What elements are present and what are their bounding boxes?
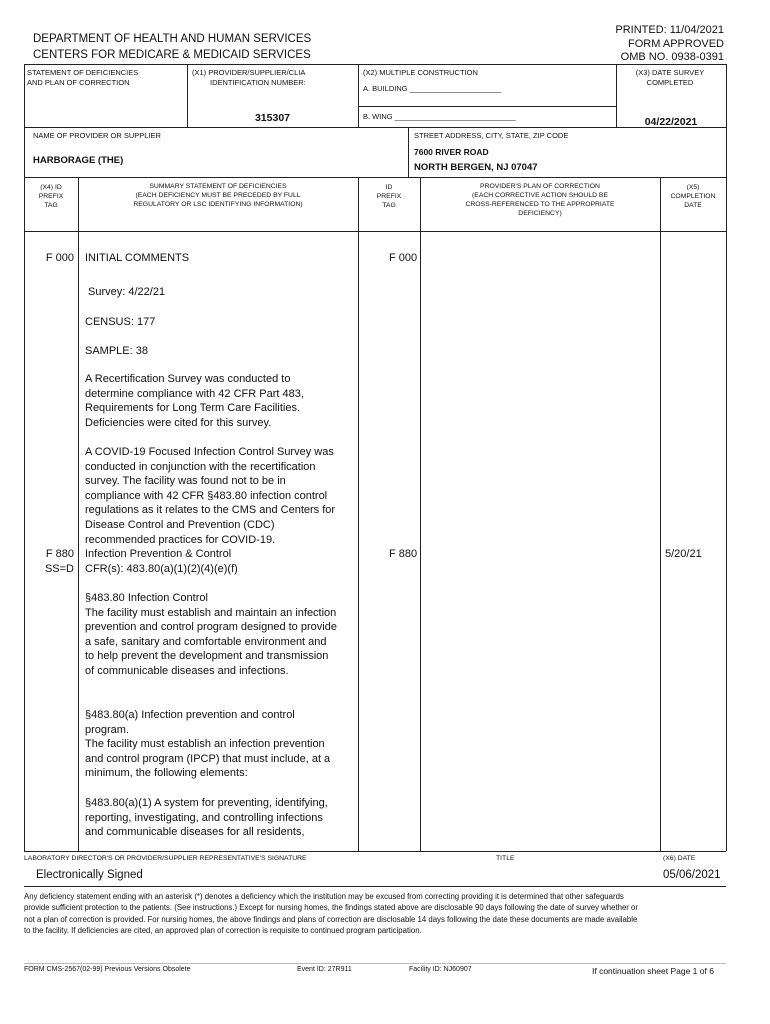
provider-id-number: 315307 [254, 112, 291, 124]
footer-divider [24, 963, 726, 964]
survey-date: Survey: 4/22/21 [88, 286, 166, 298]
building-field: A. BUILDING ______________________ [363, 84, 502, 93]
x4-id-header: (X4) ID PREFIX TAG [38, 184, 64, 209]
disclaimer: Any deficiency statement ending with an asterisk (*) denotes a deficiency which the institution may be excused from correcting providing it is determined that other safeguards provide sufficient protection to the patients. (See instructions.) Except for nursing homes, the findings stated above are disclosable 90 days following the date of survey whether or not a plan of correction is provided. For nursing homes, the above findings and plans of correction are disclosable 14 days following the date these documents are made available to the facility. If deficiencies are cited, an approved plan of correction is requisite to continued program participation. [24, 892, 638, 936]
omb-number: OMB NO. 0938-0391 [620, 51, 724, 63]
x3-label: (X3) DATE SURVEY COMPLETED [635, 68, 705, 87]
statement-label: STATEMENT OF DEFICIENCIES AND PLAN OF CORRECTION [27, 68, 139, 87]
covid-paragraph: A COVID-19 Focused Infection Control Survey was conducted in conjunction with the recertification survey. The facility was found not to be in compliance with 42 CFR §483.80 infection control regulations as it relates to the CMS and Centers for Disease Control and Prevention (CDC) recommended practices for COVID-19. [85, 446, 336, 546]
plan-of-correction-header: PROVIDER'S PLAN OF CORRECTION (EACH CORRECTIVE ACTION SHOULD BE CROSS-REFERENCED TO THE APPROPRIATE DEFICIENCY) [465, 183, 615, 217]
recertification-paragraph: A Recertification Survey was conducted to determine compliance with 42 CFR Part 483, Requirements for Long Term Care Facilities. Deficiencies were cited for this survey. [85, 373, 304, 429]
border [726, 64, 727, 851]
divider [24, 64, 726, 65]
department-name: DEPARTMENT OF HEALTH AND HUMAN SERVICES [33, 33, 312, 45]
form-approval-block [615, 24, 724, 65]
event-id: Event ID: 27R911 [297, 966, 352, 973]
signature-value: Electronically Signed [36, 869, 143, 881]
street-address: 7600 RIVER ROAD [414, 147, 489, 157]
divider [420, 177, 421, 851]
ipcp-paragraph: §483.80(a) Infection prevention and control program. The facility must establish an infection prevention and control program (IPCP) that must include, at a minimum, the following elements: [85, 709, 331, 780]
signature-label: LABORATORY DIRECTOR'S OR PROVIDER/SUPPLIER REPRESENTATIVE'S SIGNATURE [24, 855, 307, 862]
signature-date: 05/06/2021 [663, 869, 721, 881]
a1-paragraph: §483.80(a)(1) A system for preventing, identifying, reporting, investigating, and controlling infections and communicable diseases for all residents, [85, 797, 328, 839]
f000-title: INITIAL COMMENTS [85, 252, 190, 264]
f880-cfr: CFR(s): 483.80(a)(1)(2)(4)(e)(f) [85, 563, 238, 575]
address-label: STREET ADDRESS, CITY, STATE, ZIP CODE [414, 131, 569, 140]
printed-date: PRINTED: 11/04/2021 [615, 24, 724, 36]
x1-label: (X1) PROVIDER/SUPPLIER/CLIA IDENTIFICATION NUMBER: [192, 68, 306, 87]
divider [660, 177, 661, 851]
facility-id: Facility ID: NJ60907 [409, 966, 472, 973]
divider [24, 177, 726, 178]
tag-f880: F 880 [45, 548, 74, 560]
signature-date-label: (X6) DATE [663, 855, 696, 862]
divider [358, 177, 359, 851]
provider-name: HARBORAGE (THE) [33, 155, 124, 166]
provider-name-label: NAME OF PROVIDER OR SUPPLIER [33, 131, 161, 140]
wing-field: B. WING _____________________________ [363, 112, 516, 121]
divider [24, 851, 726, 852]
divider [358, 106, 616, 107]
page-number: If continuation sheet Page 1 of 6 [592, 966, 714, 976]
survey-completed-date: 04/22/2021 [644, 116, 698, 128]
title-label: TITLE [496, 855, 515, 862]
completion-date-header: (X5) COMPLETION DATE [670, 184, 716, 209]
form-number: FORM CMS-2567(02-99) Previous Versions Obsolete [24, 966, 191, 973]
tag-f000-right: F 000 [389, 252, 418, 264]
divider [24, 886, 726, 887]
sample: SAMPLE: 38 [85, 345, 148, 357]
infection-control-paragraph: §483.80 Infection Control The facility must establish and maintain an infection prevention and control program designed to provide a safe, sanitary and comfortable environment and to help prevent the development and transmission of communicable diseases and infections. [85, 592, 337, 677]
agency-header [33, 31, 311, 63]
tag-f000: F 000 [45, 252, 74, 264]
scope-severity: SS=D [44, 563, 74, 575]
divider [408, 127, 409, 177]
center-name: CENTERS FOR MEDICARE & MEDICAID SERVICES [33, 49, 311, 61]
form-approved: FORM APPROVED [628, 37, 724, 50]
divider [24, 231, 726, 232]
census: CENSUS: 177 [85, 316, 156, 328]
f880-completion-date: 5/20/21 [665, 548, 702, 560]
f880-title: Infection Prevention & Control [85, 548, 232, 560]
tag-f880-right: F 880 [389, 548, 418, 560]
summary-header: SUMMARY STATEMENT OF DEFICIENCIES (EACH DEFICIENCY MUST BE PRECEDED BY FULL REGULATORY OR LSC IDENTIFYING INFORMATION) [133, 183, 303, 208]
id-prefix-header: ID PREFIX TAG [376, 184, 402, 209]
city-state-zip: NORTH BERGEN, NJ 07047 [414, 162, 538, 173]
x2-label: (X2) MULTIPLE CONSTRUCTION [363, 68, 478, 77]
divider [358, 64, 359, 127]
divider [78, 177, 79, 851]
